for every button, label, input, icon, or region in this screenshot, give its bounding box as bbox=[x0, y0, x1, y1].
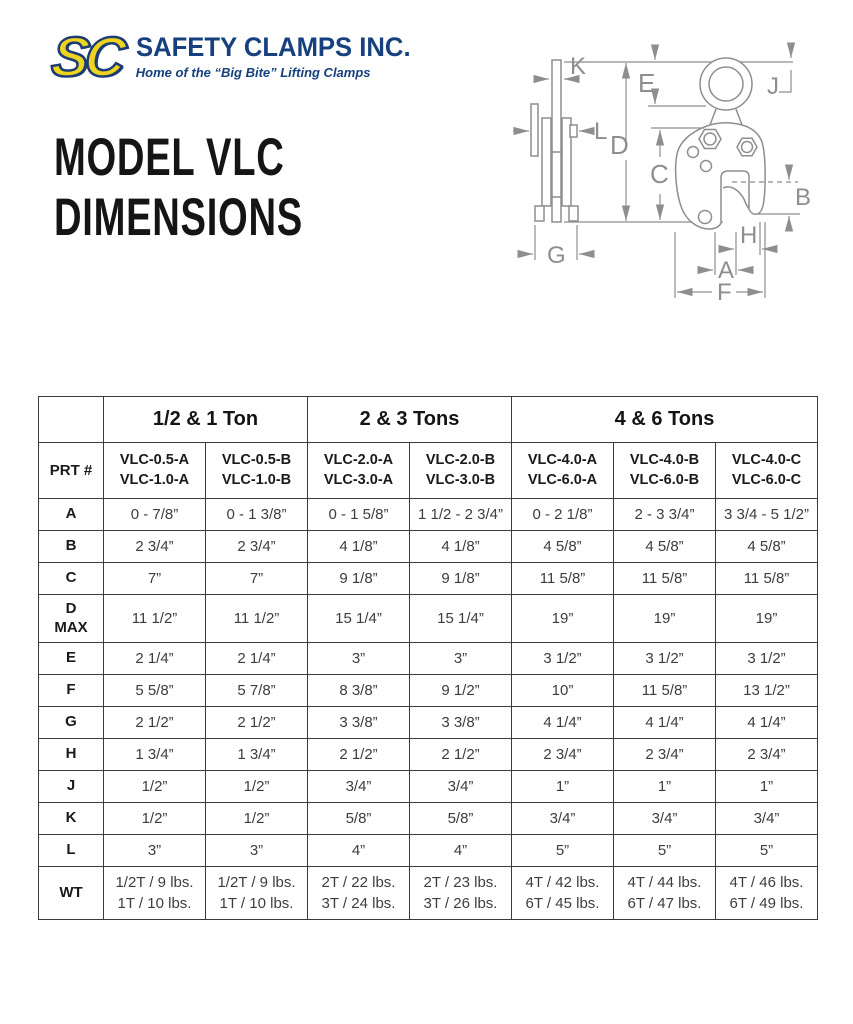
part-number: VLC-0.5-A bbox=[119, 452, 190, 468]
dimension-value-cell: 10” bbox=[512, 674, 614, 706]
dimension-value: 1/2T / 9 lbs. bbox=[217, 873, 296, 891]
dimension-value-cell: 2 - 3 3/4” bbox=[614, 498, 716, 530]
pivot-hole bbox=[688, 147, 699, 158]
dim-label-b: B bbox=[795, 184, 812, 211]
group-header-half-1-ton: 1/2 & 1 Ton bbox=[104, 397, 308, 443]
dimension-value-cell bbox=[614, 866, 716, 919]
dimension-value-cell: 3/4” bbox=[716, 802, 818, 834]
dimension-value-cell: 11 5/8” bbox=[512, 562, 614, 594]
dimension-value-cell: 1/2” bbox=[104, 802, 206, 834]
dimension-value-cell: 1 3/4” bbox=[104, 738, 206, 770]
row-label: A bbox=[65, 505, 77, 523]
company-logo bbox=[48, 25, 425, 88]
row-label: D bbox=[65, 599, 77, 617]
dimension-value-cell: 0 - 2 1/8” bbox=[512, 498, 614, 530]
jaw-cam bbox=[723, 187, 749, 209]
table-row bbox=[39, 530, 818, 562]
company-name: SAFETY CLAMPS INC. bbox=[135, 32, 411, 62]
dimension-value-cell: 4 1/8” bbox=[308, 530, 410, 562]
dimension-value-cell: 15 1/4” bbox=[308, 594, 410, 642]
dimension-value-cell: 1/2” bbox=[104, 770, 206, 802]
dim-j bbox=[767, 47, 791, 100]
dim-label-c: C bbox=[650, 159, 669, 189]
dimension-value-cell: 3/4” bbox=[308, 770, 410, 802]
company-tagline: Home of the “Big Bite” Lifting Clamps bbox=[135, 65, 371, 80]
dimension-value-cell: 3 1/2” bbox=[716, 642, 818, 674]
dimension-value-cell: 5” bbox=[614, 834, 716, 866]
dimension-value-cell: 1” bbox=[512, 770, 614, 802]
dimension-value-cell: 4 1/4” bbox=[716, 706, 818, 738]
dimension-value-cell: 4 5/8” bbox=[512, 530, 614, 562]
dimensions-table bbox=[38, 396, 818, 920]
table-row bbox=[39, 594, 818, 642]
dimension-value-cell: 4” bbox=[410, 834, 512, 866]
dimension-value-cell: 9 1/8” bbox=[410, 562, 512, 594]
row-label-cell bbox=[39, 738, 104, 770]
pivot-hole bbox=[701, 161, 712, 172]
dim-label-a: A bbox=[718, 257, 735, 284]
logo-text-block bbox=[136, 30, 425, 80]
part-number: VLC-4.0-C bbox=[731, 452, 802, 468]
row-label-cell bbox=[39, 530, 104, 562]
table-row bbox=[39, 642, 818, 674]
row-label: C bbox=[65, 569, 77, 587]
dimension-value-cell: 9 1/2” bbox=[410, 674, 512, 706]
dimension-value-cell: 4 1/4” bbox=[512, 706, 614, 738]
dimension-value-cell: 2 1/4” bbox=[104, 642, 206, 674]
dimension-value-cell: 13 1/2” bbox=[716, 674, 818, 706]
dimension-value-cell: 3” bbox=[206, 834, 308, 866]
dimension-value-cell: 2 3/4” bbox=[206, 530, 308, 562]
dimension-value-cell bbox=[308, 866, 410, 919]
row-label: G bbox=[65, 713, 77, 731]
dimension-value-cell: 0 - 7/8” bbox=[104, 498, 206, 530]
dimension-value: 1T / 10 lbs. bbox=[117, 894, 192, 912]
dimension-value-cell: 2 3/4” bbox=[104, 530, 206, 562]
row-label: WT bbox=[59, 883, 83, 901]
part-number: VLC-6.0-A bbox=[527, 472, 598, 489]
table-row bbox=[39, 706, 818, 738]
part-number: VLC-1.0-A bbox=[119, 472, 190, 489]
dimension-value-cell: 3/4” bbox=[614, 802, 716, 834]
dimension-value-cell: 1 1/2 - 2 3/4” bbox=[410, 498, 512, 530]
group-header-row bbox=[39, 397, 818, 443]
table-row bbox=[39, 834, 818, 866]
dimension-value-cell: 11 5/8” bbox=[614, 562, 716, 594]
table-row bbox=[39, 562, 818, 594]
row-label-cell bbox=[39, 674, 104, 706]
dimension-value-cell: 5 5/8” bbox=[104, 674, 206, 706]
row-label: B bbox=[65, 537, 77, 555]
table-row bbox=[39, 802, 818, 834]
table-row bbox=[39, 498, 818, 530]
part-number-cell bbox=[716, 443, 818, 499]
table-row bbox=[39, 674, 818, 706]
dimension-value: 2T / 22 lbs. bbox=[321, 873, 396, 891]
row-label-cell: PRT # bbox=[39, 443, 104, 499]
dimension-value-cell: 4 1/4” bbox=[614, 706, 716, 738]
row-label: MAX bbox=[54, 619, 88, 637]
dimension-value-cell: 7” bbox=[104, 562, 206, 594]
dimension-value-cell: 2 1/2” bbox=[104, 706, 206, 738]
dimension-value: 4T / 42 lbs. bbox=[525, 873, 600, 891]
part-number-cell bbox=[410, 443, 512, 499]
dimension-value-cell: 11 5/8” bbox=[614, 674, 716, 706]
side-view bbox=[531, 60, 578, 222]
part-number-cell bbox=[104, 443, 206, 499]
dimension-value-cell: 7” bbox=[206, 562, 308, 594]
part-number: VLC-6.0-C bbox=[731, 472, 802, 489]
pivot-hole bbox=[699, 211, 712, 224]
dimension-value-cell: 9 1/8” bbox=[308, 562, 410, 594]
dimension-value-cell: 1/2” bbox=[206, 802, 308, 834]
corner-cell bbox=[39, 397, 104, 443]
dimension-value-cell: 1 3/4” bbox=[206, 738, 308, 770]
table-row bbox=[39, 738, 818, 770]
dim-label-e: E bbox=[638, 68, 656, 98]
dimension-value-cell: 11 1/2” bbox=[104, 594, 206, 642]
part-number-cell bbox=[614, 443, 716, 499]
dimension-value-cell: 5” bbox=[512, 834, 614, 866]
row-label-cell bbox=[39, 642, 104, 674]
table-row bbox=[39, 866, 818, 919]
row-label: F bbox=[66, 681, 76, 699]
dimension-value-cell: 4 5/8” bbox=[614, 530, 716, 562]
dimension-value-cell: 3” bbox=[410, 642, 512, 674]
part-number: VLC-0.5-B bbox=[221, 452, 292, 468]
dimension-value-cell: 19” bbox=[614, 594, 716, 642]
dimensions-table-section bbox=[38, 396, 818, 920]
dimension-value-cell: 0 - 1 3/8” bbox=[206, 498, 308, 530]
dimension-value: 4T / 46 lbs. bbox=[729, 873, 804, 891]
dimension-value: 6T / 47 lbs. bbox=[627, 894, 702, 912]
dimension-value-cell: 3/4” bbox=[512, 802, 614, 834]
part-number-cell bbox=[206, 443, 308, 499]
dimension-value: 2T / 23 lbs. bbox=[423, 873, 498, 891]
dimension-value-cell: 1” bbox=[716, 770, 818, 802]
row-label: J bbox=[66, 777, 76, 795]
row-label-cell bbox=[39, 706, 104, 738]
row-label: E bbox=[65, 649, 76, 667]
front-view bbox=[676, 58, 766, 229]
dimension-value-cell: 2 1/2” bbox=[308, 738, 410, 770]
dim-label-l: L bbox=[594, 118, 608, 145]
row-label-cell bbox=[39, 498, 104, 530]
table-row bbox=[39, 770, 818, 802]
row-label: K bbox=[65, 809, 77, 827]
dimension-value-cell: 2 3/4” bbox=[614, 738, 716, 770]
dim-label-h: H bbox=[740, 222, 758, 249]
dimension-value-cell: 8 3/8” bbox=[308, 674, 410, 706]
part-number: VLC-1.0-B bbox=[221, 472, 292, 489]
dimension-value: 3T / 26 lbs. bbox=[423, 894, 498, 912]
dim-label-j: J bbox=[767, 73, 779, 100]
dimension-value-cell: 3 1/2” bbox=[614, 642, 716, 674]
dim-f bbox=[677, 279, 763, 306]
dimension-value-cell: 3/4” bbox=[410, 770, 512, 802]
dimension-value-cell: 2 3/4” bbox=[716, 738, 818, 770]
part-number: VLC-3.0-B bbox=[425, 472, 496, 489]
row-label: L bbox=[66, 841, 76, 859]
dimension-value-cell bbox=[206, 866, 308, 919]
dimension-value: 1T / 10 lbs. bbox=[219, 894, 294, 912]
dimension-value-cell: 0 - 1 5/8” bbox=[308, 498, 410, 530]
dim-e bbox=[638, 49, 706, 106]
dim-label-f: F bbox=[717, 279, 732, 306]
dimension-value-cell: 15 1/4” bbox=[410, 594, 512, 642]
page-title-line1: MODEL VLC bbox=[54, 128, 285, 187]
part-number: VLC-3.0-A bbox=[323, 472, 394, 489]
clamp-dimension-diagram bbox=[508, 42, 853, 334]
part-number-row bbox=[39, 443, 818, 499]
row-label-cell bbox=[39, 594, 104, 642]
row-label: H bbox=[65, 745, 77, 763]
dimension-value-cell bbox=[716, 866, 818, 919]
dimension-value-cell bbox=[512, 866, 614, 919]
dimension-value-cell: 3 3/8” bbox=[410, 706, 512, 738]
part-number-cell bbox=[512, 443, 614, 499]
dimension-value-cell: 2 1/2” bbox=[410, 738, 512, 770]
row-label-cell bbox=[39, 866, 104, 919]
dimension-value-cell: 3” bbox=[104, 834, 206, 866]
dimension-value-cell: 2 1/4” bbox=[206, 642, 308, 674]
dimension-value-cell: 4” bbox=[308, 834, 410, 866]
diagram-svg bbox=[508, 42, 853, 334]
dim-label-k: K bbox=[570, 53, 587, 80]
dimension-value-cell: 2 3/4” bbox=[512, 738, 614, 770]
group-header-2-3-tons: 2 & 3 Tons bbox=[308, 397, 512, 443]
logo-monogram: SC bbox=[48, 25, 126, 88]
dimension-value: 4T / 44 lbs. bbox=[627, 873, 702, 891]
dimension-value: 6T / 49 lbs. bbox=[729, 894, 804, 912]
dimension-value-cell: 1” bbox=[614, 770, 716, 802]
dimension-value-cell: 5/8” bbox=[410, 802, 512, 834]
dimension-value-cell bbox=[104, 866, 206, 919]
part-number: VLC-4.0-A bbox=[527, 452, 598, 468]
dimension-value-cell: 5/8” bbox=[308, 802, 410, 834]
part-number: VLC-4.0-B bbox=[629, 452, 700, 468]
dimension-value-cell: 5 7/8” bbox=[206, 674, 308, 706]
dimension-value-cell: 4 5/8” bbox=[716, 530, 818, 562]
dimension-value-cell: 3 1/2” bbox=[512, 642, 614, 674]
dimension-value-cell: 19” bbox=[512, 594, 614, 642]
row-label-cell bbox=[39, 562, 104, 594]
row-label-cell bbox=[39, 802, 104, 834]
dim-g bbox=[518, 225, 594, 269]
page-title bbox=[54, 128, 303, 249]
group-header-4-6-tons: 4 & 6 Tons bbox=[512, 397, 818, 443]
dimension-value-cell: 2 1/2” bbox=[206, 706, 308, 738]
dimension-value-cell bbox=[410, 866, 512, 919]
page-title-line2: DIMENSIONS bbox=[54, 188, 303, 248]
row-label-cell bbox=[39, 834, 104, 866]
dimension-value-cell: 4 1/8” bbox=[410, 530, 512, 562]
row-label-cell bbox=[39, 770, 104, 802]
dim-h bbox=[722, 222, 774, 249]
dimension-value: 6T / 45 lbs. bbox=[525, 894, 600, 912]
part-number: VLC-2.0-B bbox=[425, 452, 496, 468]
part-number: VLC-2.0-A bbox=[323, 452, 394, 468]
dimension-value-cell: 3” bbox=[308, 642, 410, 674]
dim-label-g: G bbox=[547, 242, 566, 269]
part-number: VLC-6.0-B bbox=[629, 472, 700, 489]
dimension-value-cell: 3 3/8” bbox=[308, 706, 410, 738]
dimension-value: 3T / 24 lbs. bbox=[321, 894, 396, 912]
dimension-value-cell: 1/2” bbox=[206, 770, 308, 802]
dimension-value: 1/2T / 9 lbs. bbox=[115, 873, 194, 891]
dimension-value-cell: 3 3/4 - 5 1/2” bbox=[716, 498, 818, 530]
dimension-value-cell: 5” bbox=[716, 834, 818, 866]
part-number-cell bbox=[308, 443, 410, 499]
dimension-value-cell: 11 1/2” bbox=[206, 594, 308, 642]
dimension-value-cell: 11 5/8” bbox=[716, 562, 818, 594]
dimension-value-cell: 19” bbox=[716, 594, 818, 642]
dim-label-d: D bbox=[610, 130, 629, 160]
